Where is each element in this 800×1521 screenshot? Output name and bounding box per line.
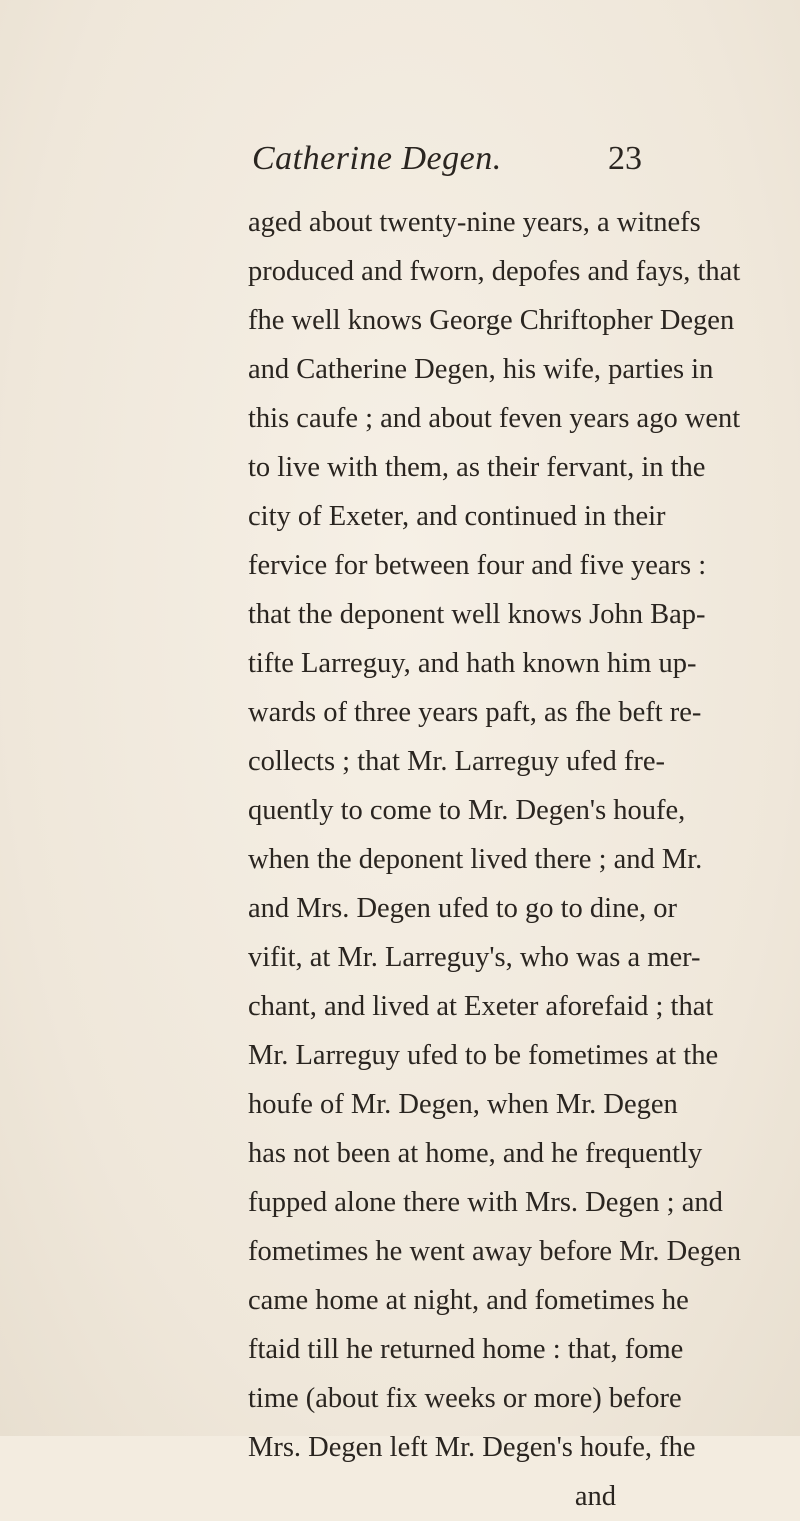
text-line: ftaid till he returned home : that, fome bbox=[248, 1334, 684, 1365]
text-line: this caufe ; and about feven years ago went bbox=[248, 403, 741, 434]
text-line: fervice for between four and five years : bbox=[248, 550, 707, 581]
body-text bbox=[248, 198, 742, 1521]
text-line: chant, and lived at Exeter aforefaid ; that bbox=[248, 991, 714, 1022]
text-line: fhe well knows George Chriftopher Degen bbox=[248, 305, 735, 336]
text-line: vifit, at Mr. Larreguy's, who was a mer- bbox=[248, 942, 701, 973]
text-line: fupped alone there with Mrs. Degen ; and bbox=[248, 1187, 723, 1218]
text-line: has not been at home, and he frequently bbox=[248, 1138, 703, 1169]
text-line: wards of three years paft, as fhe beft re- bbox=[248, 697, 702, 728]
text-line: fometimes he went away before Mr. Degen bbox=[248, 1236, 742, 1267]
page-number: 23 bbox=[608, 140, 642, 177]
text-line: collects ; that Mr. Larreguy ufed fre- bbox=[248, 746, 666, 777]
catchword: and bbox=[574, 1481, 616, 1512]
text-line: Mrs. Degen left Mr. Degen's houfe, fhe bbox=[248, 1432, 696, 1463]
text-line: city of Exeter, and continued in their bbox=[248, 501, 666, 532]
text-line: and Catherine Degen, his wife, parties in bbox=[248, 354, 714, 385]
text-line: Mr. Larreguy ufed to be fometimes at the bbox=[248, 1040, 719, 1071]
text-line: time (about fix weeks or more) before bbox=[248, 1383, 682, 1414]
text-line: houfe of Mr. Degen, when Mr. Degen bbox=[248, 1089, 678, 1120]
text-line: that the deponent well knows John Bap- bbox=[248, 599, 706, 630]
text-line: produced and fworn, depofes and fays, that bbox=[248, 256, 741, 287]
text-line: and Mrs. Degen ufed to go to dine, or bbox=[248, 893, 677, 924]
text-line: quently to come to Mr. Degen's houfe, bbox=[248, 795, 686, 826]
text-line: when the deponent lived there ; and Mr. bbox=[248, 844, 703, 875]
text-line: aged about twenty-nine years, a witnefs bbox=[248, 207, 701, 238]
text-line: came home at night, and fometimes he bbox=[248, 1285, 689, 1316]
running-head: Catherine Degen. bbox=[252, 140, 502, 177]
text-line: to live with them, as their fervant, in the bbox=[248, 452, 706, 483]
text-line: tifte Larreguy, and hath known him up- bbox=[248, 648, 697, 679]
